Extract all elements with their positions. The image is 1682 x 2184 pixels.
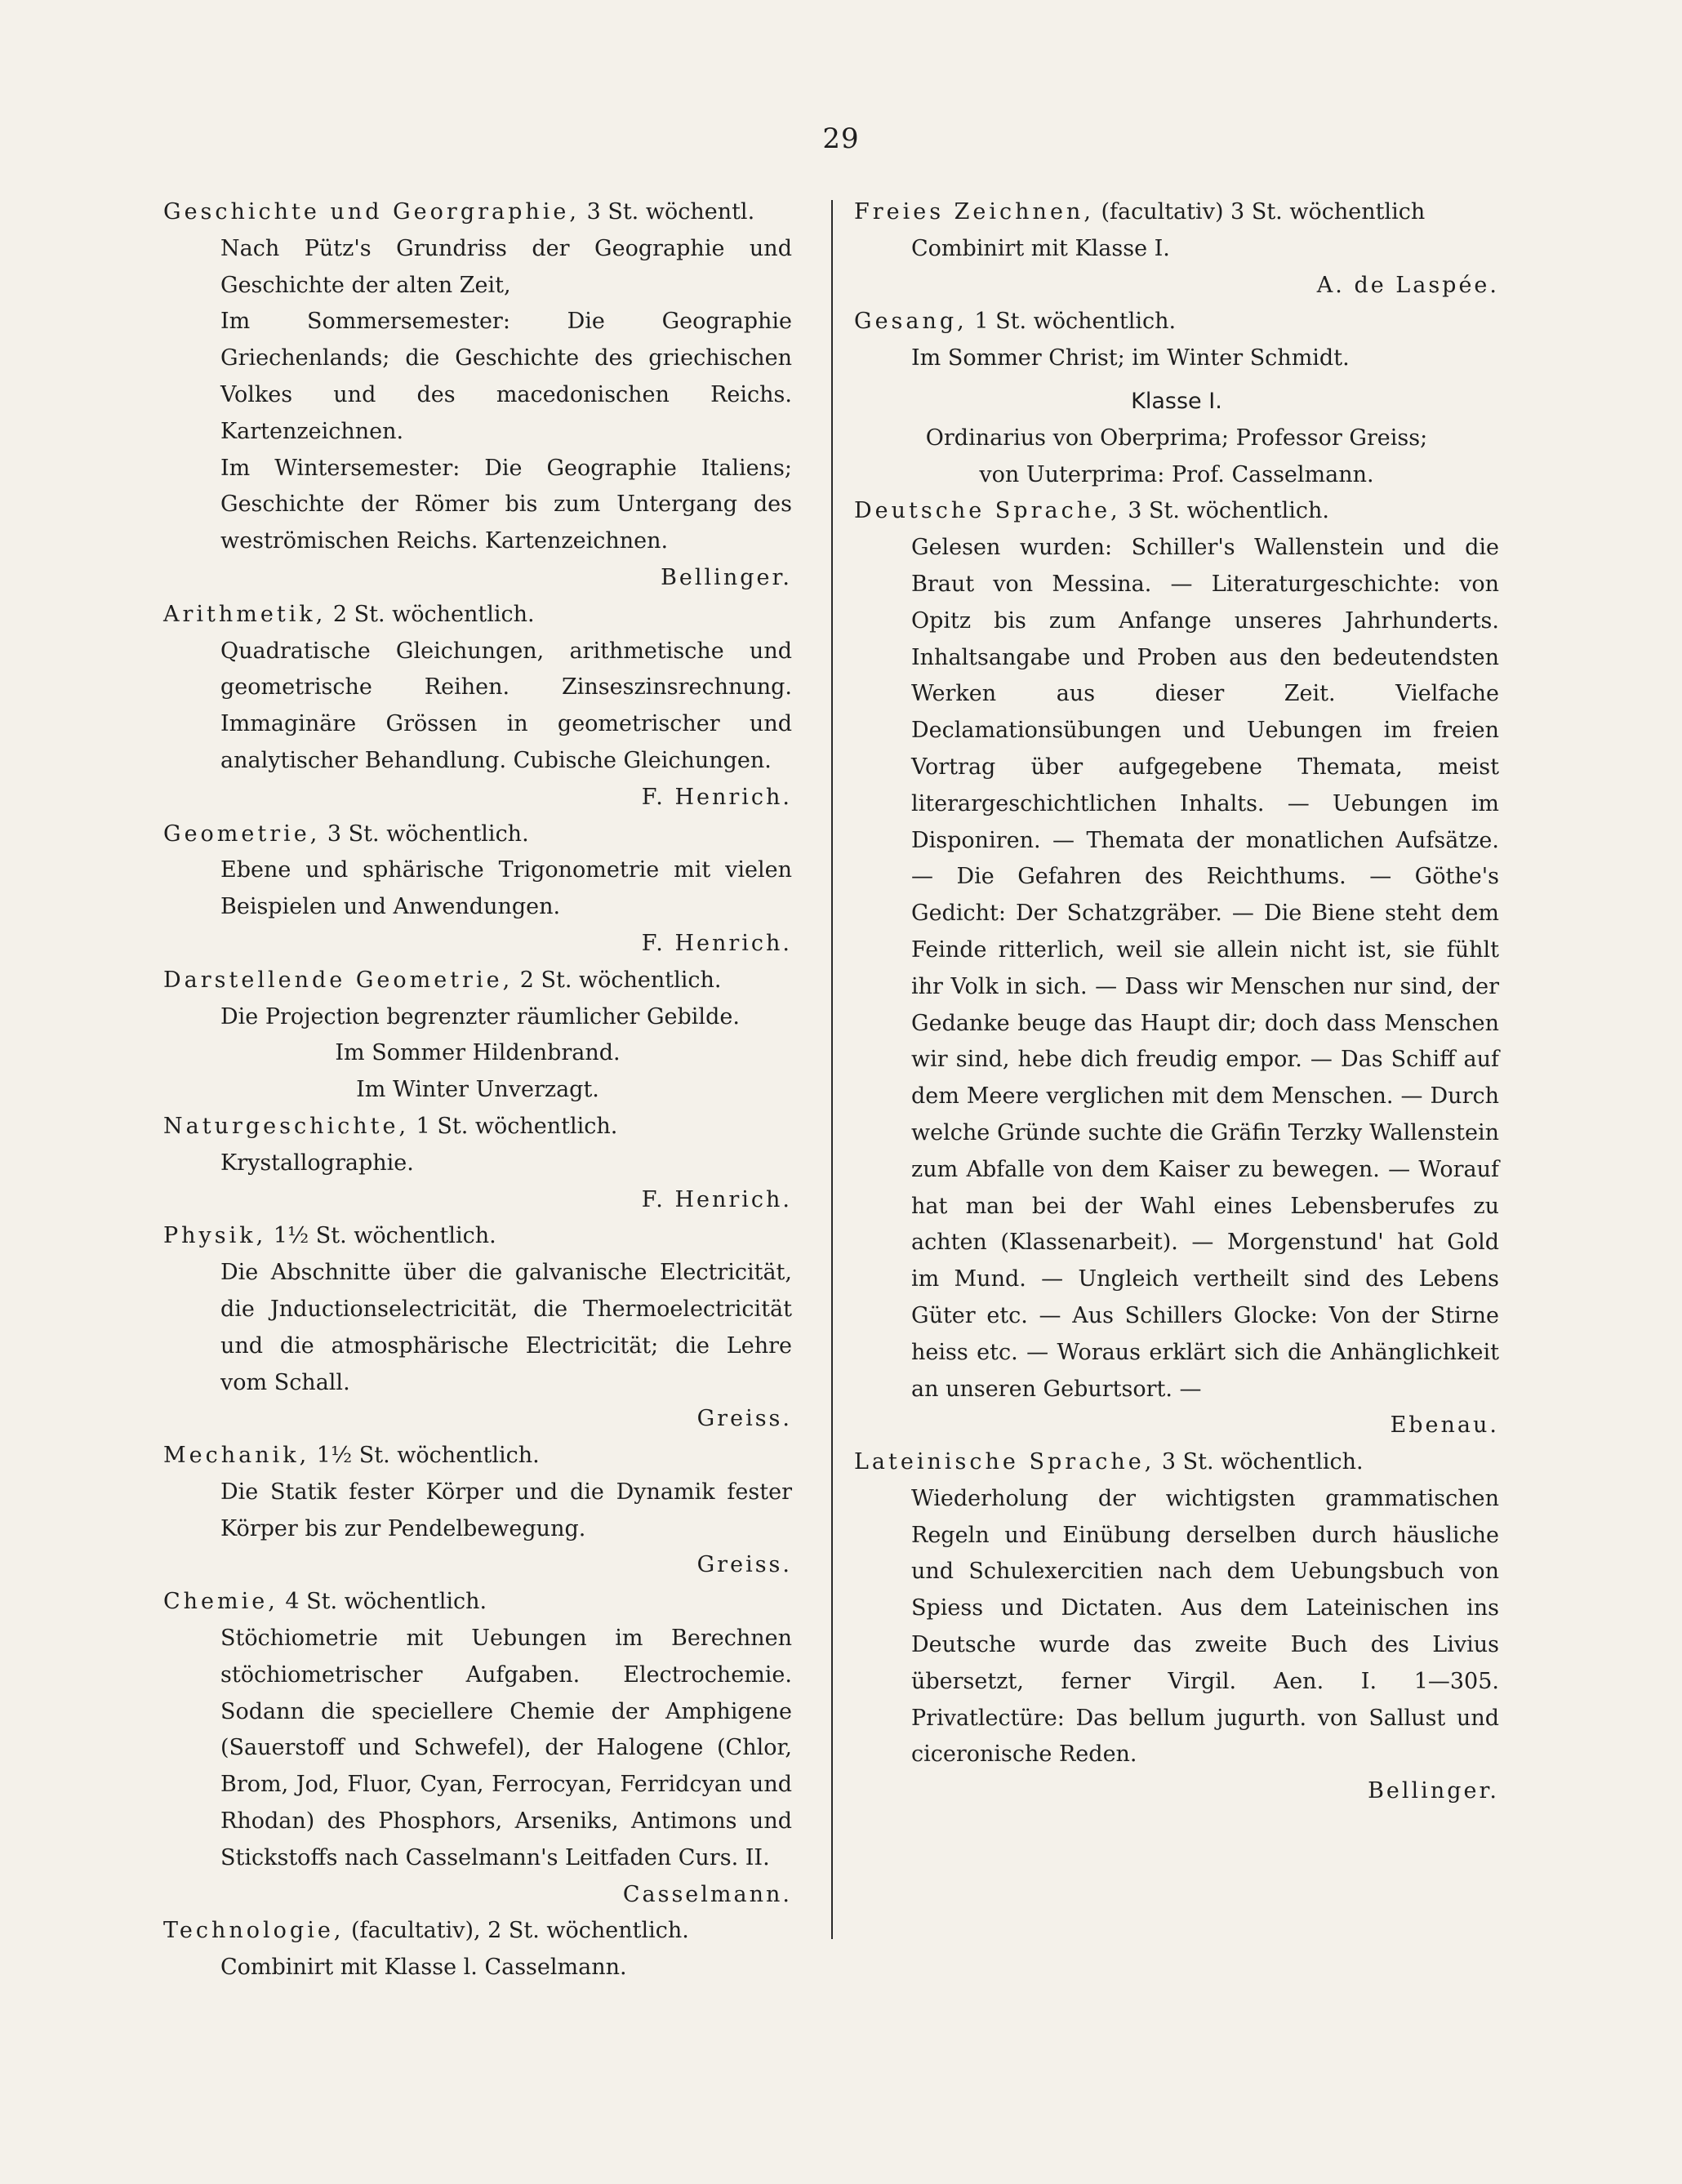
subject-text: Nach Pütz's Grundriss der Geographie und Geschichte der alten Zeit, — [220, 235, 792, 298]
subject-name: Deutsche Sprache, — [854, 498, 1121, 524]
teacher-signature — [163, 1877, 792, 1914]
subject-hours: 1 St. wöchentlich. — [409, 1113, 618, 1139]
subject-hours: 2 St. wöchentlich. — [513, 967, 722, 993]
teacher-signature — [163, 926, 792, 963]
subject-section — [163, 194, 792, 597]
teacher-line: Im Winter Unverzagt. — [356, 1077, 599, 1103]
teacher-name: F. Henrich. — [641, 1186, 792, 1212]
subject-section — [163, 1913, 792, 1986]
subject-heading — [163, 816, 792, 853]
subject-text: Die Abschnitte über die galvanische Electricität, die Jnductionselectricität, die Thermoelectricität und die atmosphärische Electricität; die Lehre vom Schall. — [220, 1260, 792, 1395]
subject-text: Combinirt mit Klasse I. — [911, 235, 1170, 261]
teacher-name: Greiss. — [696, 1552, 792, 1578]
subject-text: Im Wintersemester: Die Geographie Italiens; Geschichte der Römer bis zum Untergang des weströmischen Reichs. Kartenzeichnen. — [220, 455, 792, 554]
subject-heading — [854, 304, 1499, 340]
subject-text: Combinirt mit Klasse l. Casselmann. — [220, 1955, 627, 1981]
subject-heading — [163, 1109, 792, 1145]
subject-name: Geschichte und Georgraphie, — [163, 199, 580, 225]
subject-section — [163, 1438, 792, 1584]
subject-section — [163, 1109, 792, 1218]
teacher-name: F. Henrich. — [641, 784, 792, 810]
right-column — [854, 194, 1499, 1810]
teacher-signature — [163, 560, 792, 597]
teacher-name: Bellinger. — [1368, 1778, 1499, 1804]
subject-section — [854, 304, 1499, 377]
subject-name: Physik, — [163, 1223, 267, 1249]
subject-text: Krystallographie. — [220, 1150, 414, 1176]
teacher-line: Im Sommer Hildenbrand. — [335, 1040, 621, 1066]
teacher-name: Bellinger. — [661, 564, 792, 590]
subject-section — [163, 1218, 792, 1438]
subject-name: Mechanik, — [163, 1443, 310, 1469]
column-divider — [831, 200, 833, 1939]
teacher-name: Casselmann. — [622, 1881, 792, 1907]
subject-heading — [163, 1438, 792, 1475]
subject-section — [163, 963, 792, 1109]
subject-name: Naturgeschichte, — [163, 1113, 410, 1139]
teacher-name: Ebenau. — [1390, 1412, 1499, 1439]
subject-text: Die Projection begrenzter räumlicher Gebilde. — [220, 1003, 740, 1030]
subject-heading — [854, 493, 1499, 530]
subject-text: Wiederholung der wichtigsten grammatischen Regeln und Einübung derselben durch häusliche und Schulexercitien nach dem Uebungsbuch von Spiess und Dictaten. Aus dem Lateinischen ins Deutsche wurde das zweite Buch des Livius übersetzt, ferner Virgil. Aen. I. 1—305. Privatlectüre: Das bellum jugurth. von Sallust und ciceronische Reden. — [911, 1485, 1499, 1768]
subject-text: Gelesen wurden: Schiller's Wallenstein und die Braut von Messina. — Literaturgeschichte: von Opitz bis zum Anfange unseres Jahrhunderts. Inhaltsangabe und Proben aus den bedeutendsten Werken aus dieser Zeit. Vielfache Declamationsübungen und Uebungen im freien Vortrag über aufgegebene Themata, meist literargeschichtlichen Inhalts. — Uebungen im Disponiren. — Themata der monatlichen Aufsätze. — Die Gefahren des Reichthums. — Göthe's Gedicht: Der Schatzgräber. — Die Biene steht dem Feinde ritterlich, weil sie allein nicht ist, sie fühlt ihr Volk in sich. — Dass wir Menschen nur sind, der Gedanke beuge das Haupt dir; doch dass Menschen wir sind, hebe dich freudig empor. — Das Schiff auf dem Meere verglichen mit dem Menschen. — Durch welche Gründe suchte die Gräfin Terzky Wallenstein zum Abfalle von dem Kaiser zu bewegen. — Worauf hat man bei der Wahl eines Lebensberufes zu achten (Klassenarbeit). — Morgenstund' hat Gold im Mund. — Ungleich vertheilt sind des Lebens Güter etc. — Aus Schillers Glocke: Von der Stirne heiss etc. — Woraus erklärt sich die Anhänglichkeit an unseren Geburtsort. — — [911, 535, 1499, 1402]
subject-section — [163, 816, 792, 963]
teacher-signature — [854, 268, 1499, 305]
teacher-signature — [163, 1547, 792, 1584]
subject-hours: 4 St. wöchentlich. — [278, 1589, 487, 1615]
subject-name: Gesang, — [854, 309, 968, 335]
subject-section — [163, 597, 792, 816]
subject-heading — [163, 194, 792, 231]
teacher-name: F. Henrich. — [641, 930, 792, 956]
subject-heading — [163, 963, 792, 999]
subject-text: Quadratische Gleichungen, arithmetische und geometrische Reihen. Zinseszinsrechnung. Immaginäre Grössen in geometrischer und analytischer Behandlung. Cubische Gleichungen. — [220, 638, 792, 773]
left-column — [163, 194, 792, 1986]
ordinarius-line: von Uuterprima: Prof. Casselmann. — [979, 461, 1374, 487]
subject-section — [163, 1584, 792, 1913]
subject-name: Darstellende Geometrie, — [163, 967, 514, 993]
teacher-signature — [163, 1401, 792, 1438]
subject-hours: (facultativ), 2 St. wöchentlich. — [344, 1918, 689, 1944]
subject-name: Geometrie, — [163, 821, 321, 847]
ordinarius-line: Ordinarius von Oberprima; Professor Greiss; — [925, 425, 1428, 451]
subject-heading — [854, 1444, 1499, 1481]
subject-hours: 3 St. wöchentl. — [579, 199, 755, 225]
subject-heading — [163, 597, 792, 634]
subject-name: Lateinische Sprache, — [854, 1449, 1155, 1475]
subject-heading — [163, 1218, 792, 1255]
subject-section — [854, 493, 1499, 1444]
teacher-signature — [163, 780, 792, 816]
subject-section — [854, 194, 1499, 304]
subject-hours: 1 St. wöchentlich. — [967, 309, 1177, 335]
subject-name: Chemie, — [163, 1589, 278, 1615]
subject-hours: 3 St. wöchentlich. — [1155, 1449, 1364, 1475]
subject-hours: (facultativ) 3 St. wöchentlich — [1093, 199, 1426, 225]
teacher-signature — [854, 1773, 1499, 1810]
teacher-name: A. de Laspée. — [1316, 272, 1499, 298]
class-title: Klasse I. — [1131, 388, 1222, 414]
subject-text: Die Statik fester Körper und die Dynamik fester Körper bis zur Pendelbewegung. — [220, 1479, 792, 1541]
subject-text: Stöchiometrie mit Uebungen im Berechnen stöchiometrischer Aufgaben. Electrochemie. Sodann die speciellere Chemie der Amphigene (Sauerstoff und Schwefel), der Halogene (Chlor, Brom, Jod, Fluor, Cyan, Ferrocyan, Ferridcyan und Rhodan) des Phosphors, Arseniks, Antimons und Stickstoffs nach Casselmann's Leitfaden Curs. II. — [220, 1626, 792, 1870]
subject-text: Im Sommersemester: Die Geographie Griechenlands; die Geschichte des griechischen Volkes und des macedonischen Reichs. Kartenzeichnen. — [220, 309, 792, 444]
teacher-signature — [163, 1182, 792, 1219]
subject-section — [854, 1444, 1499, 1810]
subject-hours: 3 St. wöchentlich. — [320, 821, 529, 847]
subject-text: Ebene und sphärische Trigonometrie mit vielen Beispielen und Anwendungen. — [220, 857, 792, 920]
subject-name: Technologie, — [163, 1918, 345, 1944]
teacher-signature — [854, 1408, 1499, 1444]
subject-name: Arithmetik, — [163, 601, 327, 627]
subject-hours: 2 St. wöchentlich. — [326, 601, 535, 627]
teacher-name: Greiss. — [696, 1406, 792, 1432]
page-number: 29 — [822, 122, 860, 155]
subject-heading — [854, 194, 1499, 231]
subject-heading — [163, 1913, 792, 1950]
subject-name: Freies Zeichnen, — [854, 199, 1094, 225]
subject-hours: 1½ St. wöchentlich. — [309, 1443, 540, 1469]
subject-hours: 3 St. wöchentlich. — [1120, 498, 1329, 524]
subject-hours: 1½ St. wöchentlich. — [266, 1223, 496, 1249]
subject-heading — [163, 1584, 792, 1621]
subject-text: Im Sommer Christ; im Winter Schmidt. — [911, 345, 1350, 371]
